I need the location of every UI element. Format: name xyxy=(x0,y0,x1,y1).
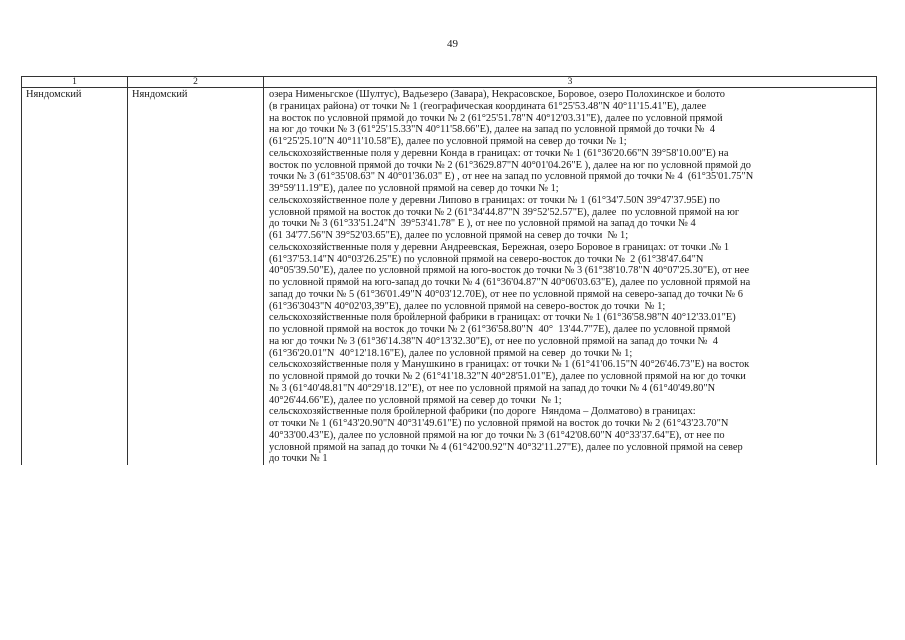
description-line: точки № 3 (61°35'08.63" N 40°01'36.03" E) , от нее на запад по условной прямой до точки № 4 (61°35'01.75"N xyxy=(269,171,754,183)
description-paragraph xyxy=(269,359,872,406)
description-line: сельскохозяйственные поля у деревни Андреевская, Бережная, озеро Боровое в границах: от точки .№ 1 xyxy=(269,241,730,253)
boundaries-table xyxy=(21,76,877,465)
description-line: от точки № 1 (61°43'20.90"N 40°31'49.61"E) по условной прямой на восток до точки № 2 (61°43'23.70"N xyxy=(269,418,729,429)
description-line: восток по условной прямой до точки № 2 (61°3629.87"N 40°01'04.26"E ), далее на юг по условной прямой до xyxy=(269,159,751,171)
table-row xyxy=(22,88,877,466)
description-line: запад до точки № 5 (61°36'01.49"N 40°03'12.70E), от нее по условной прямой на северо-запад до точки № 6 xyxy=(269,288,743,300)
description-line: сельскохозяйственные поля у Манушкино в границах: от точки № 1 (61°41'06.15"N 40°26'46.73"E) на восток xyxy=(269,359,750,371)
description-paragraph xyxy=(269,406,872,465)
description-line: до точки № 1 xyxy=(269,453,328,465)
description-line: до точки № 3 (61°33'51.24"N 39°53'41.78" E ), от нее по условной прямой на запад до точки № 4 xyxy=(269,218,696,230)
description-line: (61 34'77.56"N 39°52'03.65"E), далее по условной прямой на север до точки № 1; xyxy=(269,230,629,241)
description-line: по условной прямой до точки № 2 (61°41'18.32"N 40°28'51.01"E), далее по условной прямой на юг до точки xyxy=(269,371,746,382)
description-line: условной прямой на восток до точки № 2 (61°34'44.87"N 39°52'52.57"E), далее по условной прямой на юг xyxy=(269,206,740,218)
description-line: 40°05'39.50"E), далее по условной прямой на юго-восток до точки № 3 (61°38'10.78"N 40°07'25.30"E), от нее xyxy=(269,265,750,277)
description-line: на восток по условной прямой до точки № 2 (61°25'51.78"N 40°12'03.31"E), далее по условной прямой xyxy=(269,112,723,124)
description-line: (61°25'25.10"N 40°11'10.58"E), далее по условной прямой на север до точки № 1; xyxy=(269,136,627,147)
description-line: на юг до точки № 3 (61°36'14.38"N 40°13'32.30"E), от нее по условной прямой на запад до точки № 4 xyxy=(269,335,718,347)
header-col-1: 1 xyxy=(22,77,128,88)
description-line: по условной прямой на восток до точки № 2 (61°36'58.80"N 40° 13'44.7"7E), далее по условной прямой xyxy=(269,324,731,335)
description-line: условной прямой на запад до точки № 4 (61°42'00.92"N 40°32'11.27"E), далее по условной прямой на север xyxy=(269,441,743,453)
description-paragraphs xyxy=(269,89,872,465)
description-paragraph xyxy=(269,195,872,242)
description-paragraph xyxy=(269,312,872,359)
description-line: (в границах района) от точки № 1 (географическая координата 61°25'53.48"N 40°11'15.41"E), далее xyxy=(269,100,707,112)
description-paragraph xyxy=(269,89,872,148)
description-line: (61°36'20.01"N 40°12'18.16"E), далее по условной прямой на север до точки № 1; xyxy=(269,347,633,359)
description-line: 40°26'44.66"E), далее по условной прямой на север до точки № 1; xyxy=(269,394,562,406)
page-number: 49 xyxy=(447,38,458,50)
description-line: 39°59'11.19"E), далее по условной прямой на север до точки № 1; xyxy=(269,183,559,194)
description-paragraph xyxy=(269,148,872,195)
description-cell xyxy=(264,88,877,466)
district-cell: Няндомский xyxy=(22,88,128,466)
description-line: сельскохозяйственные поля бройлерной фабрики в границах: от точки № 1 (61°36'58.98"N 40°12'33.01"E) xyxy=(269,312,736,324)
description-line: 40°33'00.43"E), далее по условной прямой на юг до точки № 3 (61°42'08.60"N 40°33'37.64"E), от нее по xyxy=(269,429,725,441)
description-paragraph xyxy=(269,242,872,313)
description-line: озера Нименьгское (Шултус), Вадьезеро (Завара), Некрасовское, Боровое, озеро Полохинское и болото xyxy=(269,89,725,100)
header-col-3: 3 xyxy=(264,77,877,88)
description-line: (61°36'3043"N 40°02'03,39"E), далее по условной прямой на северо-восток до точки № 1; xyxy=(269,300,666,312)
description-line: сельскохозяйственные поля у деревни Конда в границах: от точки № 1 (61°36'20.66"N 39°58'10.00"E) на xyxy=(269,147,729,159)
description-line: (61°37'53.14"N 40°03'26.25"E) по условной прямой на северо-восток до точки № 2 (61°38'47.64"N xyxy=(269,253,704,265)
header-col-2: 2 xyxy=(128,77,264,88)
description-line: сельскохозяйственные поля бройлерной фабрики (по дороге Няндома – Долматово) в границах: xyxy=(269,406,696,418)
description-line: сельскохозяйственное поле у деревни Липово в границах: от точки № 1 (61°34'7.50N 39°47'37.95E) по xyxy=(269,194,720,206)
description-line: № 3 (61°40'48.81"N 40°29'18.12"E), от нее по условной прямой на запад до точки № 4 (61°40'49.80"N xyxy=(269,382,716,394)
municipality-cell: Няндомский xyxy=(128,88,264,466)
description-line: по условной прямой на юго-запад до точки № 4 (61°36'04.87"N 40°06'03.63"E), далее по условной прямой на xyxy=(269,277,751,288)
description-line: на юг до точки № 3 (61°25'15.33"N 40°11'58.66"E), далее на запад по условной прямой до точки № 4 xyxy=(269,124,715,136)
table-header-row xyxy=(22,77,877,88)
